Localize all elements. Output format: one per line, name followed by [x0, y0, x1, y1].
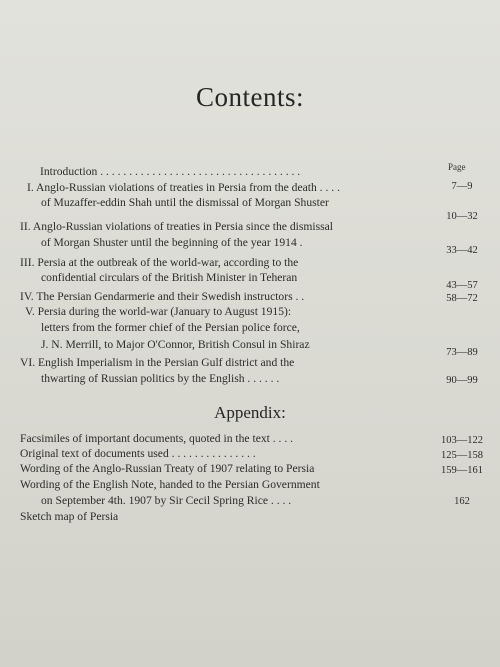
toc-entry-pages: 7—9	[451, 181, 473, 192]
page-column-label: Page	[448, 162, 466, 172]
toc-entry-line: on September 4th. 1907 by Sir Cecil Spring Rice . . . .	[41, 494, 292, 507]
toc-entry-line: Sketch map of Persia	[20, 510, 119, 523]
toc-entry-line: thwarting of Russian politics by the English . . . . . .	[41, 372, 280, 385]
page-title: Contents:	[195, 82, 304, 112]
toc-entry-line: Original text of documents used . . . . . . . . . . . . . . .	[20, 447, 256, 460]
toc-entry-line: Facsimiles of important documents, quoted in the text . . . .	[20, 432, 294, 445]
toc-entry-pages: 90—99	[446, 375, 478, 386]
toc-entry-line: J. N. Merrill, to Major O'Connor, British Consul in Shiraz	[41, 338, 310, 351]
toc-entry-pages: 43—57	[446, 280, 478, 291]
toc-entry-line: Wording of the English Note, handed to the Persian Government	[20, 478, 320, 491]
toc-entry-pages: 162	[454, 496, 470, 507]
toc-entry-line: VI. English Imperialism in the Persian Gulf district and the	[20, 356, 295, 369]
toc-entry-line: confidential circulars of the British Minister in Teheran	[41, 271, 298, 284]
toc-entry-line: Introduction . . . . . . . . . . . . . . . . . . . . . . . . . . . . . . . . . . .	[40, 165, 301, 178]
appendix-title: Appendix:	[214, 403, 286, 422]
toc-entry-line: of Morgan Shuster until the beginning of the year 1914 .	[41, 236, 303, 249]
toc-entry-line: V. Persia during the world-war (January to August 1915):	[25, 305, 292, 318]
toc-entry-line: I. Anglo-Russian violations of treaties in Persia from the death . . . .	[27, 181, 340, 194]
toc-entry-line: Wording of the Anglo-Russian Treaty of 1907 relating to Persia	[20, 462, 315, 475]
toc-entry-line: letters from the former chief of the Persian police force,	[41, 321, 300, 334]
toc-entry-pages: 103—122	[441, 435, 483, 446]
toc-entry-pages: 125—158	[441, 450, 483, 461]
toc-entry-line: IV. The Persian Gendarmerie and their Swedish instructors . .	[20, 290, 305, 303]
toc-entry-pages: 10—32	[446, 211, 478, 222]
toc-entry-pages: 33—42	[446, 245, 478, 256]
toc-entry-line: of Muzaffer-eddin Shah until the dismissal of Morgan Shuster	[41, 196, 329, 209]
toc-entry-line: II. Anglo-Russian violations of treaties in Persia since the dismissal	[20, 220, 333, 233]
toc-entry-line: III. Persia at the outbreak of the world-war, according to the	[20, 256, 299, 269]
toc-entry-pages: 73—89	[446, 347, 478, 358]
toc-entry-pages: 159—161	[441, 465, 483, 476]
toc-entry-pages: 58—72	[446, 293, 478, 304]
